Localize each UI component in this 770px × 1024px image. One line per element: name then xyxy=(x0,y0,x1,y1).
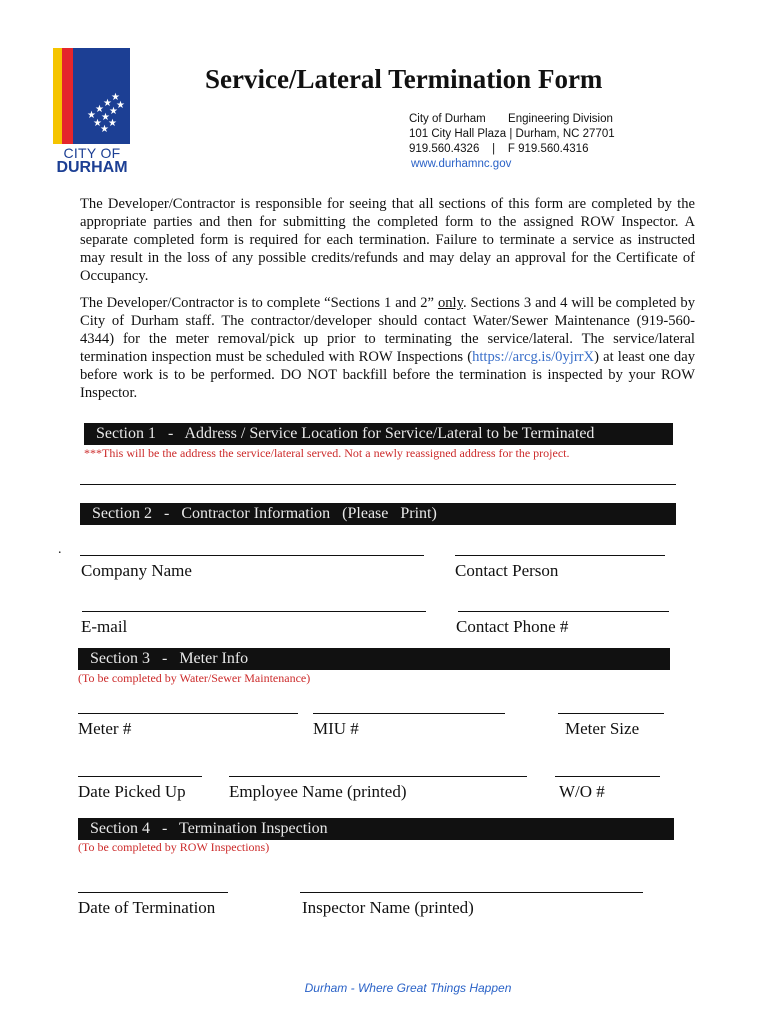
svg-text:★: ★ xyxy=(108,118,117,129)
contact-person-label: Contact Person xyxy=(455,561,559,580)
intro-paragraph-1: The Developer/Contractor is responsible for seeing that all sections of this form are completed by the appropriate parties and then for submitting the completed form to the assigned ROW Inspector. A separate completed form is required for each termination. Failure to terminate a service as instructed may result in the loss of any possible credits/refunds and may delay an approval for the Certificate of Occupancy. xyxy=(80,196,695,284)
inspector-name-label: Inspector Name (printed) xyxy=(302,898,474,917)
meter-size-line[interactable] xyxy=(558,713,664,714)
bullet-mark: . xyxy=(58,542,62,557)
section-4-header: Section 4 - Termination Inspection xyxy=(78,818,674,840)
date-of-termination-label: Date of Termination xyxy=(78,898,216,917)
contact-phone-line[interactable] xyxy=(458,611,669,612)
section-3-note: (To be completed by Water/Sewer Maintenance) xyxy=(78,671,311,685)
wo-number-label: W/O # xyxy=(559,782,605,801)
wo-number-line[interactable] xyxy=(555,776,660,777)
meter-number-label: Meter # xyxy=(78,719,132,738)
svg-text:★: ★ xyxy=(87,110,96,121)
para2-text-c: ) at least one day before work is to be performed. DO NOT backfill before the termination is inspected by your ROW Inspector. xyxy=(80,349,695,401)
company-name-line[interactable] xyxy=(80,555,424,556)
svg-text:★: ★ xyxy=(109,106,118,117)
section-2-header: Section 2 - Contractor Information (Please Print) xyxy=(80,503,676,525)
para2-only: only xyxy=(437,295,463,311)
svg-text:★: ★ xyxy=(93,118,102,129)
miu-number-line[interactable] xyxy=(313,713,505,714)
city-logo xyxy=(53,48,131,178)
svg-text:★: ★ xyxy=(100,124,109,135)
svg-text:★: ★ xyxy=(116,100,125,111)
meter-size-label: Meter Size xyxy=(565,719,640,738)
section-1-note: ***This will be the address the service/lateral served. Not a newly reassigned address for the project. xyxy=(84,446,570,460)
date-picked-up-label: Date Picked Up xyxy=(78,782,186,801)
footer-tagline: Durham - Where Great Things Happen xyxy=(304,981,512,995)
para2-text-b: . Sections 3 and 4 will be completed by City of Durham staff. The contractor/developer should contact Water/Sewer Maintenance (919-560-4344) for the meter removal/pick up prior to terminating the service/lateral. The service/lateral termination inspection must be scheduled with ROW Inspections ( xyxy=(80,295,695,365)
contact-line-3: 919.560.4326 | F 919.560.4316 xyxy=(409,143,589,155)
date-of-termination-line[interactable] xyxy=(78,892,228,893)
inspector-name-line[interactable] xyxy=(300,892,643,893)
svg-text:★: ★ xyxy=(103,98,112,109)
website-link[interactable]: www.durhamnc.gov xyxy=(411,158,512,170)
employee-name-label: Employee Name (printed) xyxy=(229,782,407,801)
intro-paragraph-2 xyxy=(80,294,695,402)
logo-city-text: CITY OF xyxy=(63,145,121,161)
address-field-line[interactable] xyxy=(80,484,676,485)
section-3-header: Section 3 - Meter Info xyxy=(78,648,670,670)
section-1-header: Section 1 - Address / Service Location for Service/Lateral to be Terminated xyxy=(84,423,673,445)
contact-line-1: City of Durham Engineering Division xyxy=(409,113,613,125)
form-title: Service/Lateral Termination Form xyxy=(205,64,603,94)
svg-text:★: ★ xyxy=(95,104,104,115)
miu-number-label: MIU # xyxy=(313,719,359,738)
contact-line-2: 101 City Hall Plaza | Durham, NC 27701 xyxy=(409,128,615,140)
svg-text:★: ★ xyxy=(101,112,110,123)
svg-text:★: ★ xyxy=(111,92,120,103)
para2-text-a: The Developer/Contractor is to complete “Sections 1 and 2” xyxy=(80,295,438,311)
durham-flag-icon xyxy=(53,48,130,144)
section-4-note: (To be completed by ROW Inspections) xyxy=(78,840,270,854)
employee-name-line[interactable] xyxy=(229,776,527,777)
email-line[interactable] xyxy=(82,611,426,612)
row-inspections-link[interactable]: https://arcg.is/0yjrrX xyxy=(472,349,595,365)
date-picked-up-line[interactable] xyxy=(78,776,202,777)
company-name-label: Company Name xyxy=(81,561,192,580)
contact-person-line[interactable] xyxy=(455,555,665,556)
contact-phone-label: Contact Phone # xyxy=(456,617,569,636)
meter-number-line[interactable] xyxy=(78,713,298,714)
email-label: E-mail xyxy=(81,617,128,636)
contact-block xyxy=(409,112,615,172)
logo-durham-text: DURHAM xyxy=(56,159,128,176)
